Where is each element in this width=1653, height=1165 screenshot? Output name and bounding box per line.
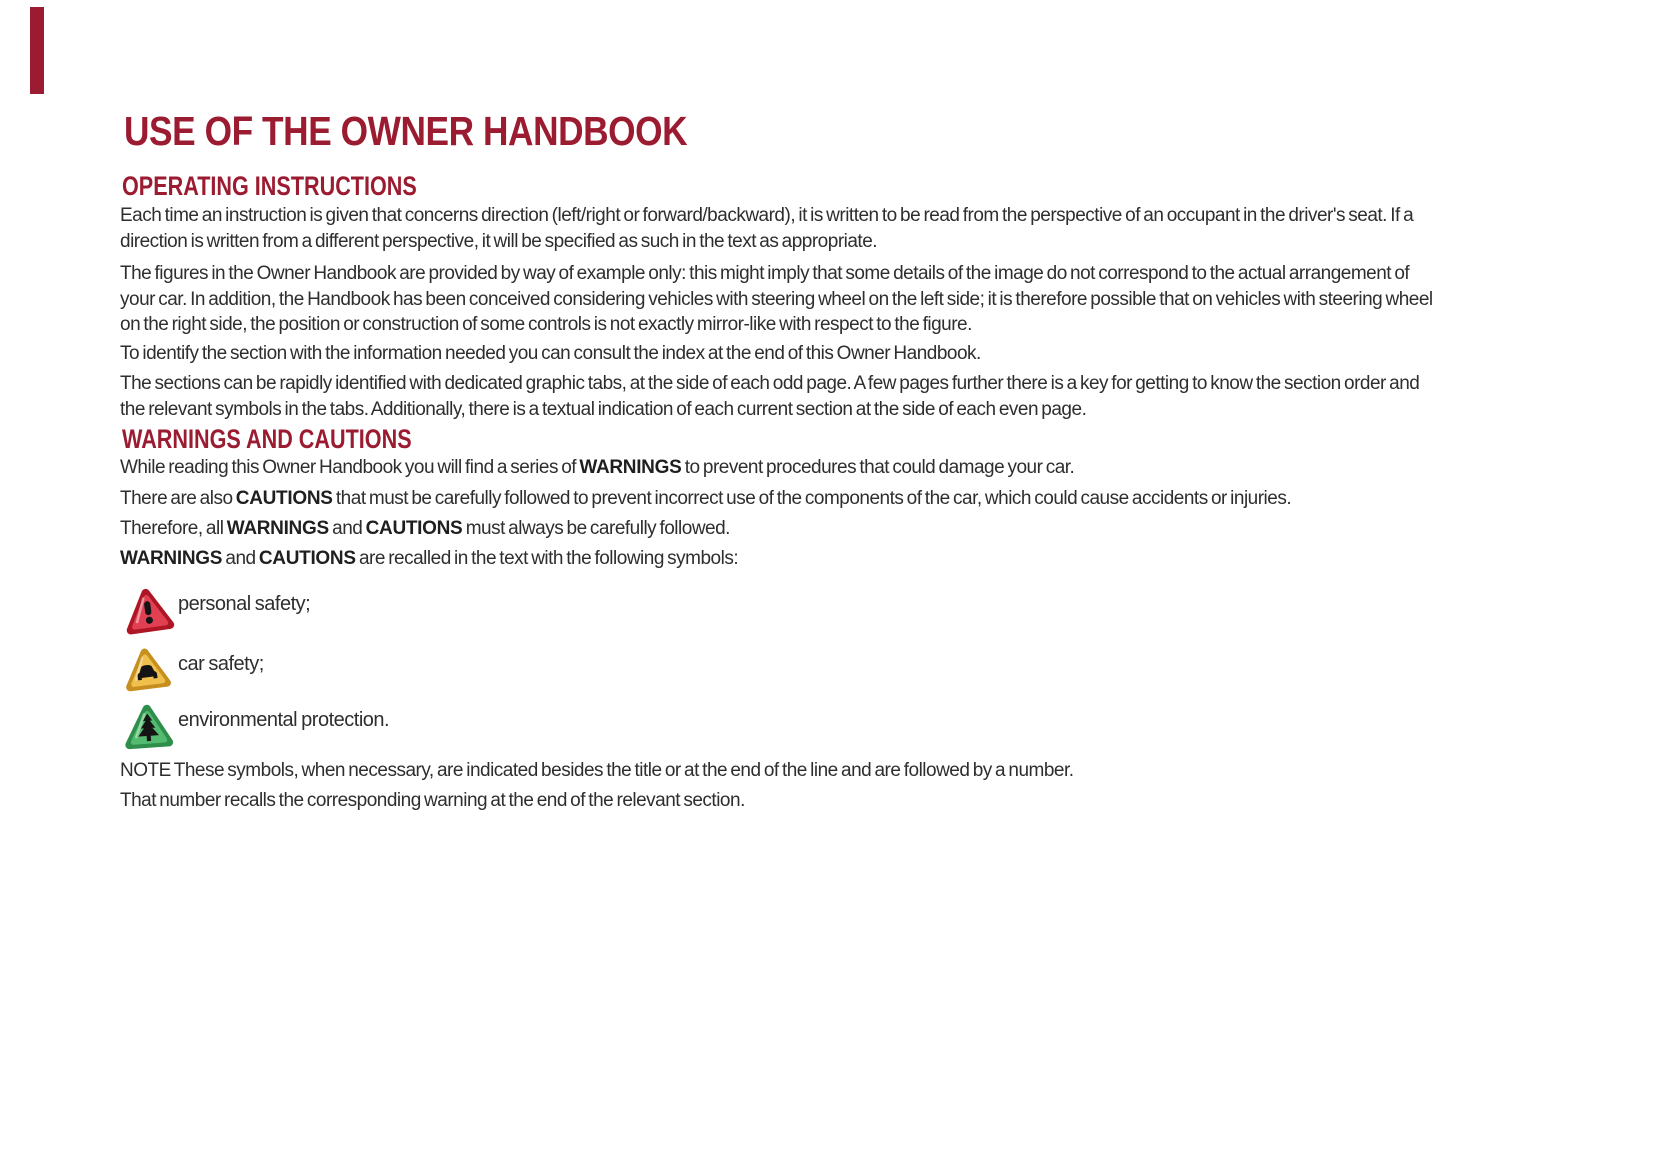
warnings-keyword: WARNINGS — [579, 457, 682, 478]
warnings-paragraph-2 — [120, 486, 1442, 512]
cautions-keyword: CAUTIONS — [258, 548, 356, 569]
note-line-1: NOTE These symbols, when necessary, are indicated besides the title or at the end of the line and are followed by a number. — [120, 760, 1074, 781]
note-line-2: That number recalls the corresponding warning at the end of the relevant section. — [120, 790, 745, 811]
warnings-cautions-heading: WARNINGS AND CAUTIONS — [122, 424, 412, 454]
warnings-paragraph-3 — [120, 516, 1442, 542]
text-segment: are recalled in the text with the following symbols: — [355, 548, 739, 569]
car-safety-triangle-icon — [119, 641, 174, 696]
text-segment: that must be carefully followed to prevent incorrect use of the components of the car, which could cause accidents or injuries. — [332, 488, 1292, 509]
operating-instructions-heading: OPERATING INSTRUCTIONS — [122, 171, 417, 201]
personal-safety-triangle-icon — [119, 581, 178, 640]
text-segment: There are also — [120, 488, 236, 509]
cautions-keyword: CAUTIONS — [365, 518, 463, 539]
text-segment: to prevent procedures that could damage your car. — [681, 457, 1075, 478]
operating-paragraph-4: The sections can be rapidly identified with dedicated graphic tabs, at the side of each odd page. A few pages further there is a key for getting to know the section order and the relevant symbols in the tabs. Additionally, there is a textual indication of each current section at the side of each even page. — [120, 373, 1420, 420]
symbol-label-environmental-protection: environmental protection. — [178, 709, 390, 731]
text-segment: Therefore, all — [120, 518, 227, 539]
text-segment: and — [328, 518, 366, 539]
warnings-paragraph-4 — [120, 546, 1442, 572]
operating-paragraph-2: The figures in the Owner Handbook are provided by way of example only: this might imply that some details of the image do not correspond to the actual arrangement of your car. In addition, the Handbook has been conceived considering vehicles with steering wheel on the left side; it is therefore possible that on vehicles with steering wheel on the right side, the position or construction of some controls is not exactly mirror-like with respect to the figure. — [120, 263, 1433, 335]
symbol-label-personal-safety: personal safety; — [178, 593, 311, 615]
symbol-label-car-safety: car safety; — [178, 653, 264, 675]
warnings-keyword: WARNINGS — [226, 518, 329, 539]
section-tab-marker — [30, 7, 44, 94]
cautions-keyword: CAUTIONS — [235, 488, 333, 509]
text-segment: must always be carefully followed. — [462, 518, 730, 539]
page-title: USE OF THE OWNER HANDBOOK — [124, 108, 688, 154]
text-segment: and — [222, 548, 259, 569]
text-segment: While reading this Owner Handbook you will find a series of — [120, 457, 580, 478]
warnings-keyword: WARNINGS — [120, 548, 223, 569]
operating-paragraph-3: To identify the section with the information needed you can consult the index at the end of this Owner Handbook. — [120, 343, 981, 364]
environmental-protection-triangle-icon — [120, 698, 176, 754]
warnings-paragraph-1 — [120, 455, 1442, 481]
operating-paragraph-1: Each time an instruction is given that concerns direction (left/right or forward/backward), it is written to be read from the perspective of an occupant in the driver's seat. If a direction is written from a different perspective, it will be specified as such in the text as appropriate. — [120, 205, 1414, 252]
